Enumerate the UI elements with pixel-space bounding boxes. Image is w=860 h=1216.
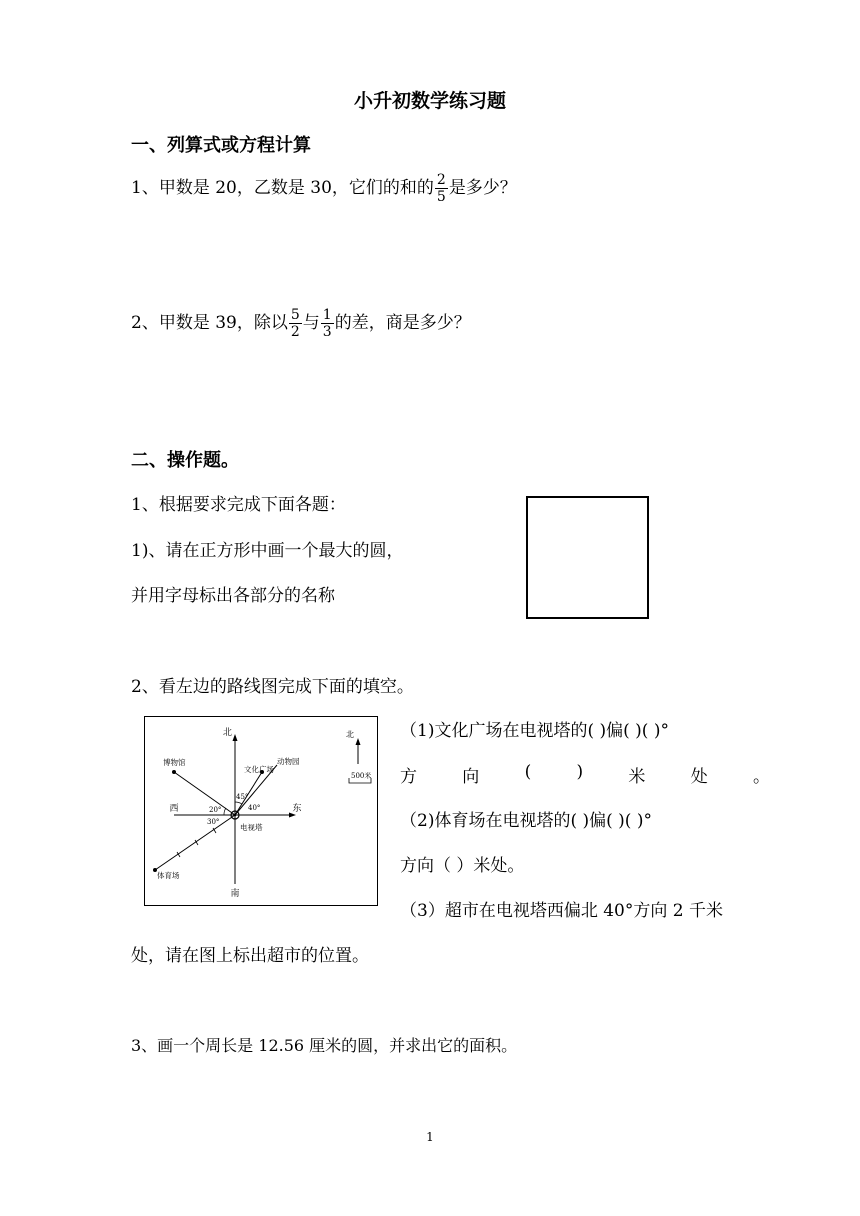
fill-blank-3-line1: （3）超市在电视塔西偏北 40°方向 2 千米 [400, 901, 723, 921]
op-question-1-intro: 1、根据要求完成下面各题： [131, 495, 346, 515]
drawing-square[interactable] [526, 496, 649, 619]
justified-char: 处 [690, 767, 708, 787]
fraction-1-3 [321, 307, 334, 340]
section1-heading: 一、列算式或方程计算 [131, 135, 311, 156]
angle-40-label: 40° [248, 804, 261, 812]
question-2-prefix: 2、甲数是 39，除以 [131, 313, 288, 334]
fill-blank-3-line2: 处，请在图上标出超市的位置。 [131, 946, 369, 966]
fraction-2-5 [435, 172, 448, 205]
justified-char: 米 [628, 767, 646, 787]
op-question-1-sub-line1: 1)、请在正方形中画一个最大的圆， [131, 541, 404, 561]
fraction-denominator: 3 [322, 324, 332, 341]
museum-point [172, 770, 176, 774]
question-1 [131, 172, 517, 205]
fraction-denominator: 5 [436, 189, 446, 206]
east-label: 东 [292, 804, 302, 814]
justified-char: 。 [752, 767, 770, 787]
stadium-label: 体育场 [157, 871, 180, 880]
tv-tower-center [234, 814, 237, 817]
fraction-numerator: 5 [290, 307, 300, 323]
page-title: 小升初数学练习题 [353, 90, 506, 112]
fill-blank-2-line1: （2)体育场在电视塔的( )偏( )( )° [400, 811, 652, 831]
fill-blank-1-line2 [400, 762, 770, 787]
justified-char: 向 [462, 767, 480, 787]
south-label: 南 [230, 889, 240, 899]
angle-20-label: 20° [209, 806, 222, 814]
op-question-2-intro: 2、看左边的路线图完成下面的填空。 [131, 677, 414, 697]
west-label: 西 [169, 804, 179, 814]
culture-square-label: 文化广场 [244, 765, 274, 774]
justified-char: 方 [400, 767, 417, 787]
fill-blank-2-line2: 方向（ ）米处。 [400, 856, 525, 876]
justified-char: ) [576, 762, 584, 782]
fraction-5-2 [289, 307, 302, 340]
fill-blank-1-line1: （1)文化广场在电视塔的( )偏( )( )° [400, 721, 669, 741]
question-2-mid: 与 [302, 313, 320, 334]
section2-heading: 二、操作题。 [131, 450, 239, 471]
fraction-denominator: 2 [290, 324, 300, 341]
question-1-suffix: 是多少？ [448, 178, 517, 199]
justified-char: ( [524, 762, 532, 782]
angle-30-label: 30° [207, 818, 220, 826]
tv-tower-label: 电视塔 [240, 823, 263, 832]
north-label: 北 [222, 728, 232, 738]
page-number: 1 [426, 1130, 434, 1144]
museum-label: 博物馆 [163, 758, 186, 767]
scale-label: 500米 [351, 772, 372, 780]
route-map-diagram [144, 716, 378, 906]
legend-north-label: 北 [346, 730, 354, 739]
fraction-numerator: 1 [322, 307, 332, 323]
fraction-numerator: 2 [436, 172, 446, 188]
zoo-label: 动物园 [277, 757, 300, 766]
question-1-prefix: 1、甲数是 20，乙数是 30，它们的和的 [131, 178, 434, 199]
op-question-3: 3、画一个周长是 12.56 厘米的圆，并求出它的面积。 [131, 1036, 518, 1055]
question-2 [131, 307, 471, 340]
question-2-suffix: 的差，商是多少？ [334, 313, 471, 334]
op-question-1-sub-line2: 并用字母标出各部分的名称 [131, 586, 335, 606]
angle-45-label: 45° [236, 793, 249, 801]
